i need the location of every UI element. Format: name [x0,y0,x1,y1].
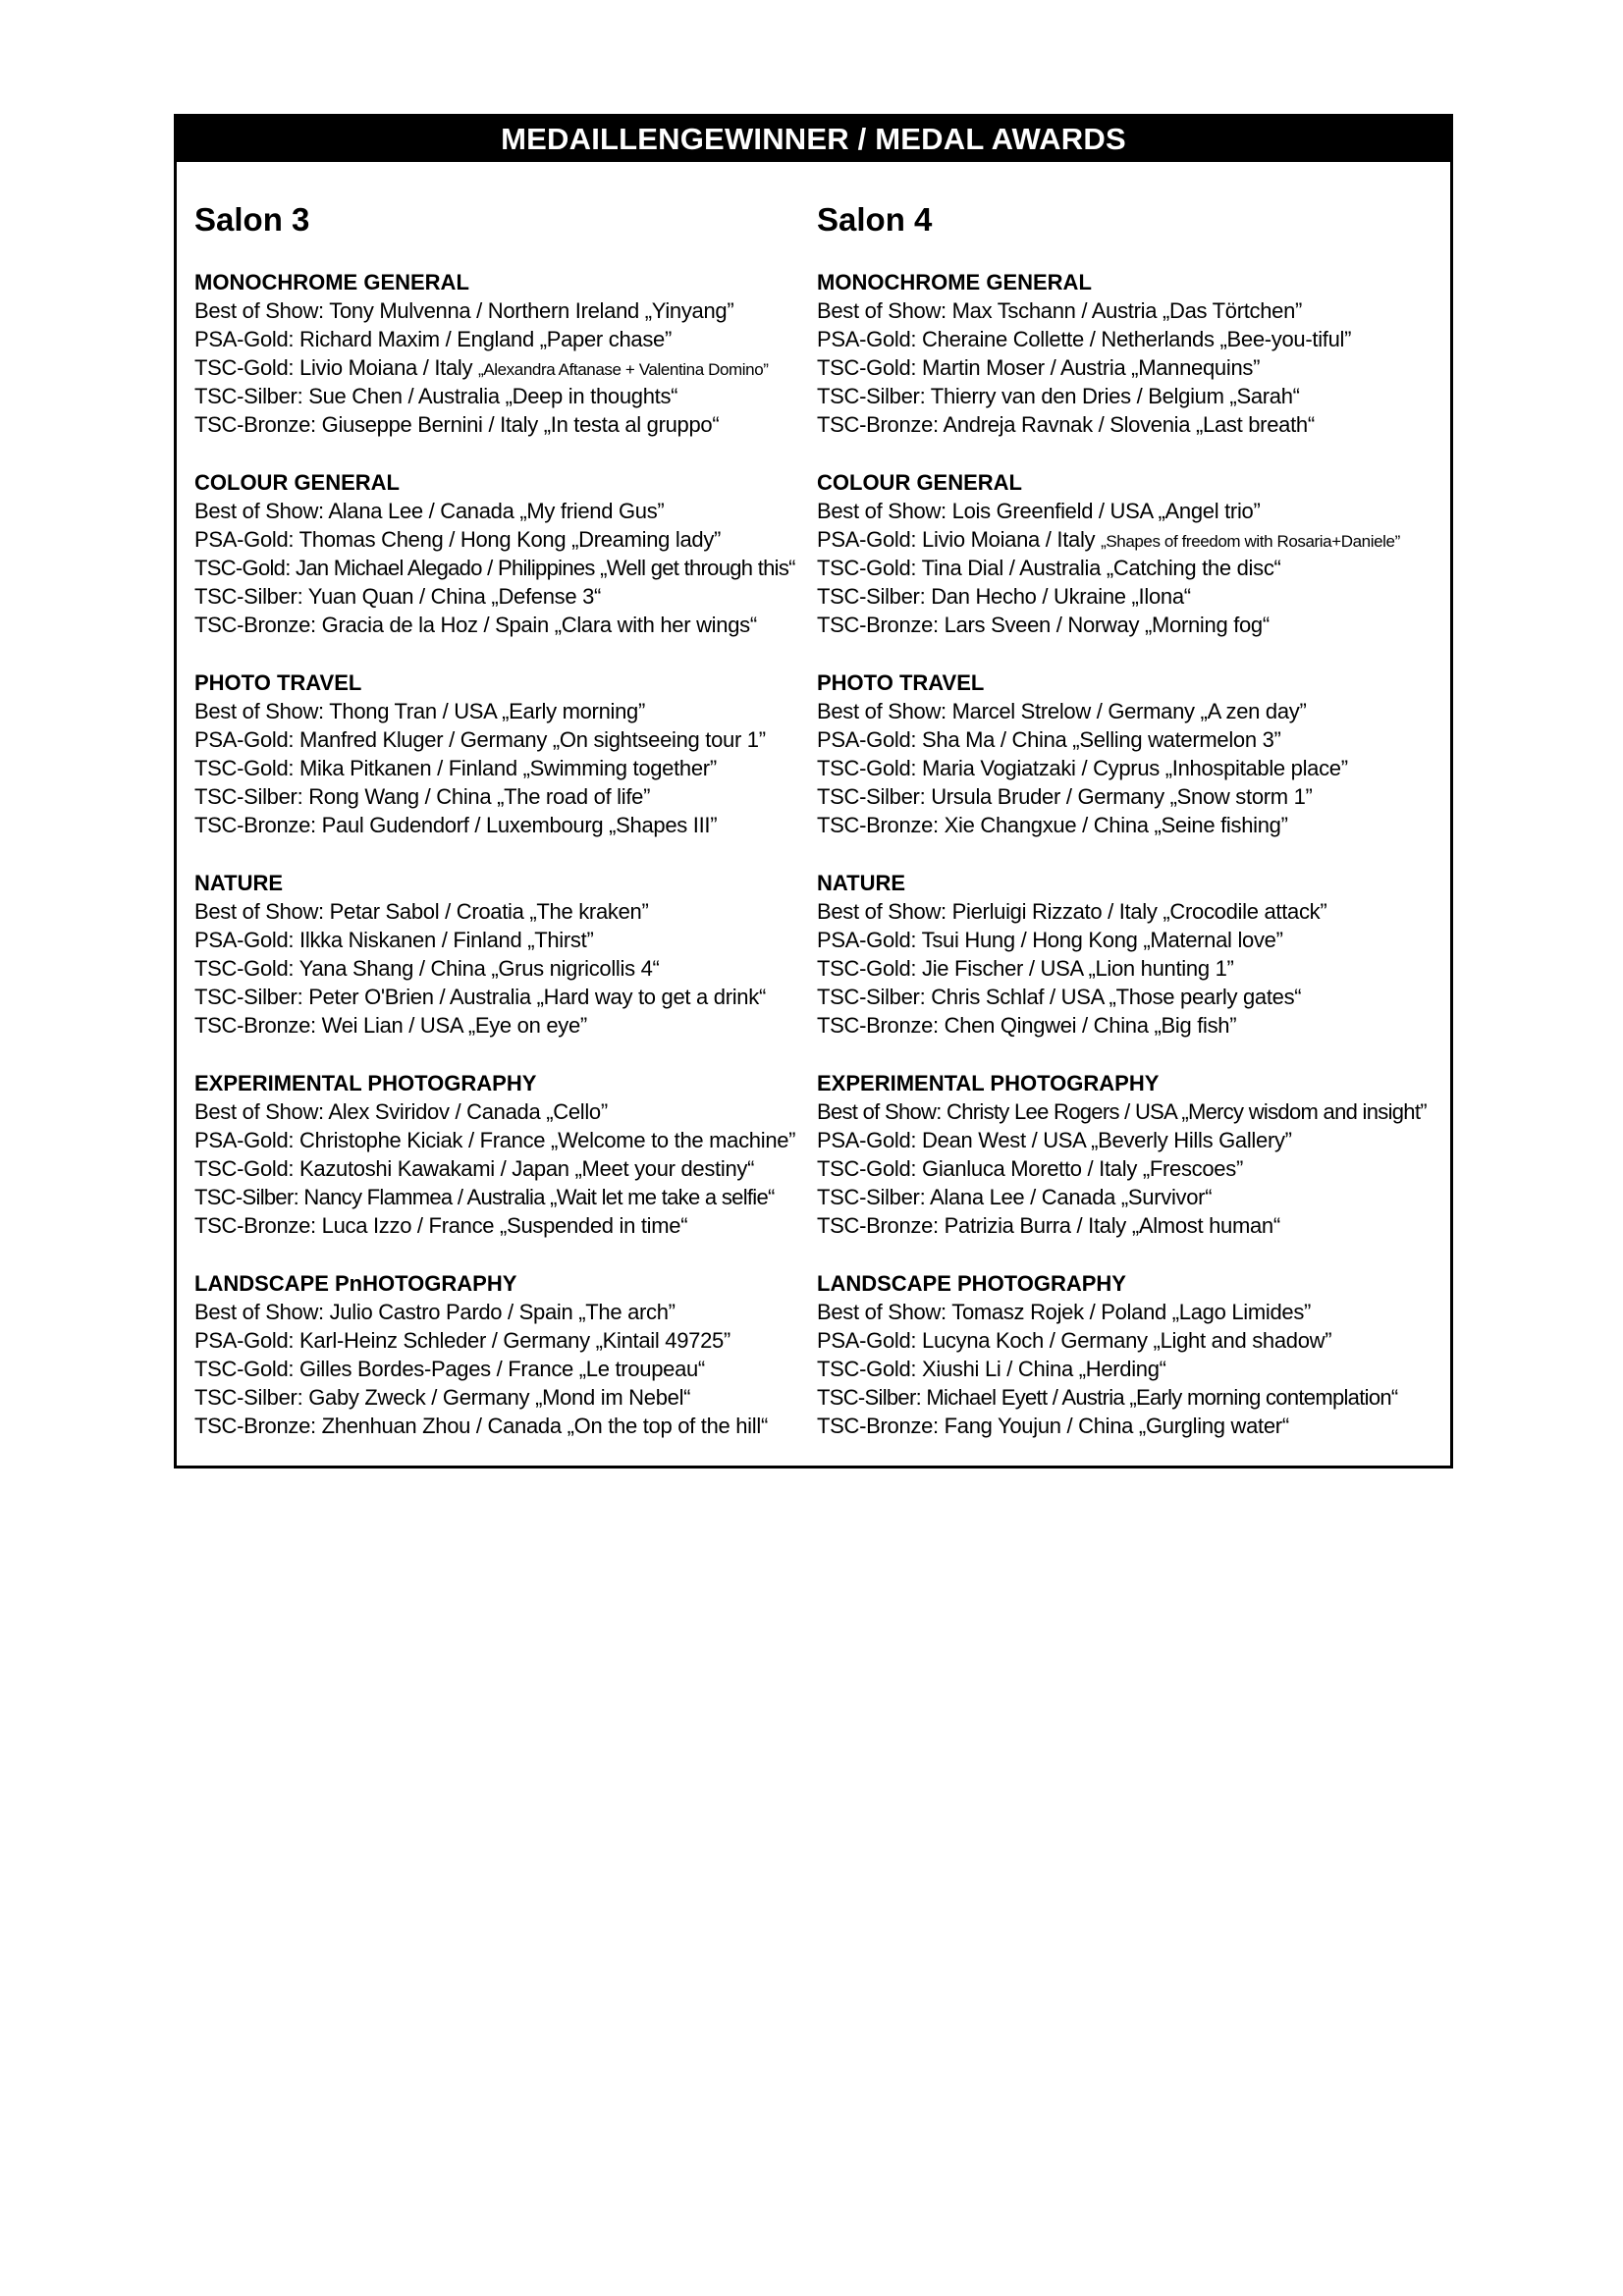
category-title: PHOTO TRAVEL [194,670,362,695]
salon-title: Salon 4 [817,201,933,238]
award-entry: TSC-Bronze: Gracia de la Hoz / Spain „Clara with her wings“ [194,613,757,637]
category-monochrome-general [817,268,1435,439]
award-entry: PSA-Gold: Thomas Cheng / Hong Kong „Dreaming lady” [194,527,722,552]
category-title: EXPERIMENTAL PHOTOGRAPHY [194,1071,537,1095]
category-title: NATURE [817,871,906,895]
award-entry: TSC-Silber: Thierry van den Dries / Belgium „Sarah“ [817,384,1300,408]
award-entry: Best of Show: Lois Greenfield / USA „Angel trio” [817,499,1261,523]
award-entry: PSA-Gold: Manfred Kluger / Germany „On sightseeing tour 1” [194,727,766,752]
award-entry: TSC-Gold: Martin Moser / Austria „Mannequins” [817,355,1261,380]
category-landscape-photography [194,1269,813,1440]
award-entry: TSC-Gold: Gianluca Moretto / Italy „Frescoes” [817,1156,1243,1181]
category-title: MONOCHROME GENERAL [194,270,469,294]
award-entry: Best of Show: Alana Lee / Canada „My friend Gus” [194,499,665,523]
award-entry: Best of Show: Tomasz Rojek / Poland „Lago Limides” [817,1300,1312,1324]
salon-3-column [194,195,813,1469]
category-photo-travel [817,668,1435,839]
award-entry: TSC-Silber: Alana Lee / Canada „Survivor“ [817,1185,1213,1209]
award-entry: TSC-Silber: Rong Wang / China „The road of life” [194,784,651,809]
category-colour-general [817,468,1435,639]
award-entry: PSA-Gold: Cheraine Collette / Netherlands „Bee-you-tiful” [817,327,1352,351]
page-title: MEDAILLENGEWINNER / MEDAL AWARDS [177,117,1450,162]
award-entry: TSC-Gold: Jan Michael Alegado / Philippines „Well get through this“ [194,556,795,580]
award-entry: TSC-Bronze: Fang Youjun / China „Gurgling water“ [817,1414,1289,1438]
award-entry: PSA-Gold: Tsui Hung / Hong Kong „Maternal love” [817,928,1283,952]
category-colour-general [194,468,813,639]
award-entry: PSA-Gold: Lucyna Koch / Germany „Light and shadow” [817,1328,1332,1353]
category-photo-travel [194,668,813,839]
award-entry: TSC-Silber: Dan Hecho / Ukraine „Ilona“ [817,584,1191,609]
award-entry: TSC-Silber: Ursula Bruder / Germany „Snow storm 1” [817,784,1313,809]
award-entry: TSC-Silber: Sue Chen / Australia „Deep in thoughts“ [194,384,678,408]
award-entry: TSC-Bronze: Lars Sveen / Norway „Morning fog“ [817,613,1270,637]
award-entry-prefix: PSA-Gold: Livio Moiana / Italy [817,527,1102,552]
salon-4-column [817,195,1435,1469]
award-entry: Best of Show: Julio Castro Pardo / Spain „The arch” [194,1300,676,1324]
award-entry: Best of Show: Petar Sabol / Croatia „The kraken” [194,899,649,924]
award-entry: TSC-Silber: Peter O'Brien / Australia „Hard way to get a drink“ [194,985,766,1009]
category-experimental-photography [194,1069,813,1240]
award-entry: TSC-Silber: Nancy Flammea / Australia „Wait let me take a selfie“ [194,1185,775,1209]
award-entry: Best of Show: Marcel Strelow / Germany „A zen day” [817,699,1307,723]
award-entry: PSA-Gold: Christophe Kiciak / France „Welcome to the machine” [194,1128,796,1152]
award-entry: PSA-Gold: Richard Maxim / England „Paper chase” [194,327,673,351]
award-entry: Best of Show: Alex Sviridov / Canada „Cello” [194,1099,608,1124]
award-entry-title-small: „Shapes of freedom with Rosaria+Daniele” [1101,532,1400,551]
award-entry: TSC-Silber: Michael Eyett / Austria „Early morning contemplation“ [817,1385,1398,1410]
award-entry: TSC-Bronze: Paul Gudendorf / Luxembourg „Shapes III” [194,813,718,837]
award-entry: TSC-Silber: Yuan Quan / China „Defense 3“ [194,584,602,609]
award-entry: PSA-Gold: Karl-Heinz Schleder / Germany „Kintail 49725” [194,1328,730,1353]
award-entry: TSC-Gold: Gilles Bordes-Pages / France „Le troupeau“ [194,1357,705,1381]
award-entry: Best of Show: Thong Tran / USA „Early morning” [194,699,646,723]
category-title: LANDSCAPE PHOTOGRAPHY [817,1271,1126,1296]
award-entry: PSA-Gold: Dean West / USA „Beverly Hills Gallery” [817,1128,1292,1152]
award-entry: TSC-Bronze: Xie Changxue / China „Seine fishing” [817,813,1288,837]
category-monochrome-general [194,268,813,439]
award-entry: Best of Show: Tony Mulvenna / Northern Ireland „Yinyang” [194,298,734,323]
award-entry: TSC-Silber: Gaby Zweck / Germany „Mond im Nebel“ [194,1385,691,1410]
award-entry: TSC-Gold: Mika Pitkanen / Finland „Swimming together” [194,756,717,780]
award-entry: Best of Show: Christy Lee Rogers / USA „Mercy wisdom and insight” [817,1099,1427,1124]
award-entry: PSA-Gold: Sha Ma / China „Selling watermelon 3” [817,727,1281,752]
category-nature [817,869,1435,1040]
award-entry: Best of Show: Pierluigi Rizzato / Italy „Crocodile attack” [817,899,1327,924]
award-entry-prefix: TSC-Gold: Livio Moiana / Italy [194,355,479,380]
category-title: PHOTO TRAVEL [817,670,985,695]
award-entry: TSC-Bronze: Chen Qingwei / China „Big fish” [817,1013,1237,1038]
category-landscape-photography [817,1269,1435,1440]
award-entry: TSC-Silber: Chris Schlaf / USA „Those pearly gates“ [817,985,1302,1009]
award-entry: TSC-Bronze: Patrizia Burra / Italy „Almost human“ [817,1213,1280,1238]
award-entry: TSC-Bronze: Luca Izzo / France „Suspended in time“ [194,1213,688,1238]
salon-title: Salon 3 [194,201,310,238]
award-entry: TSC-Bronze: Zhenhuan Zhou / Canada „On the top of the hill“ [194,1414,768,1438]
award-entry: TSC-Bronze: Andreja Ravnak / Slovenia „Last breath“ [817,412,1315,437]
category-title: COLOUR GENERAL [817,470,1022,495]
award-entry: TSC-Gold: Tina Dial / Australia „Catching the disc“ [817,556,1281,580]
award-entry: TSC-Bronze: Giuseppe Bernini / Italy „In testa al gruppo“ [194,412,720,437]
category-title: LANDSCAPE PnHOTOGRAPHY [194,1271,517,1296]
category-title: MONOCHROME GENERAL [817,270,1092,294]
medal-awards-box [174,114,1453,1468]
category-nature [194,869,813,1040]
award-entry: TSC-Gold: Yana Shang / China „Grus nigricollis 4“ [194,956,660,981]
award-entry: TSC-Gold: Jie Fischer / USA „Lion hunting 1” [817,956,1234,981]
category-title: EXPERIMENTAL PHOTOGRAPHY [817,1071,1160,1095]
award-entry [194,353,813,382]
award-entry: TSC-Gold: Maria Vogiatzaki / Cyprus „Inhospitable place” [817,756,1348,780]
award-entry [817,525,1435,554]
category-experimental-photography [817,1069,1435,1240]
award-entry: Best of Show: Max Tschann / Austria „Das Törtchen” [817,298,1303,323]
category-title: COLOUR GENERAL [194,470,400,495]
award-entry: TSC-Gold: Kazutoshi Kawakami / Japan „Meet your destiny“ [194,1156,755,1181]
award-entry: TSC-Gold: Xiushi Li / China „Herding“ [817,1357,1166,1381]
category-title: NATURE [194,871,284,895]
award-entry: PSA-Gold: Ilkka Niskanen / Finland „Thirst” [194,928,594,952]
award-entry-title-small: „Alexandra Aftanase + Valentina Domino” [478,360,769,379]
award-entry: TSC-Bronze: Wei Lian / USA „Eye on eye” [194,1013,587,1038]
